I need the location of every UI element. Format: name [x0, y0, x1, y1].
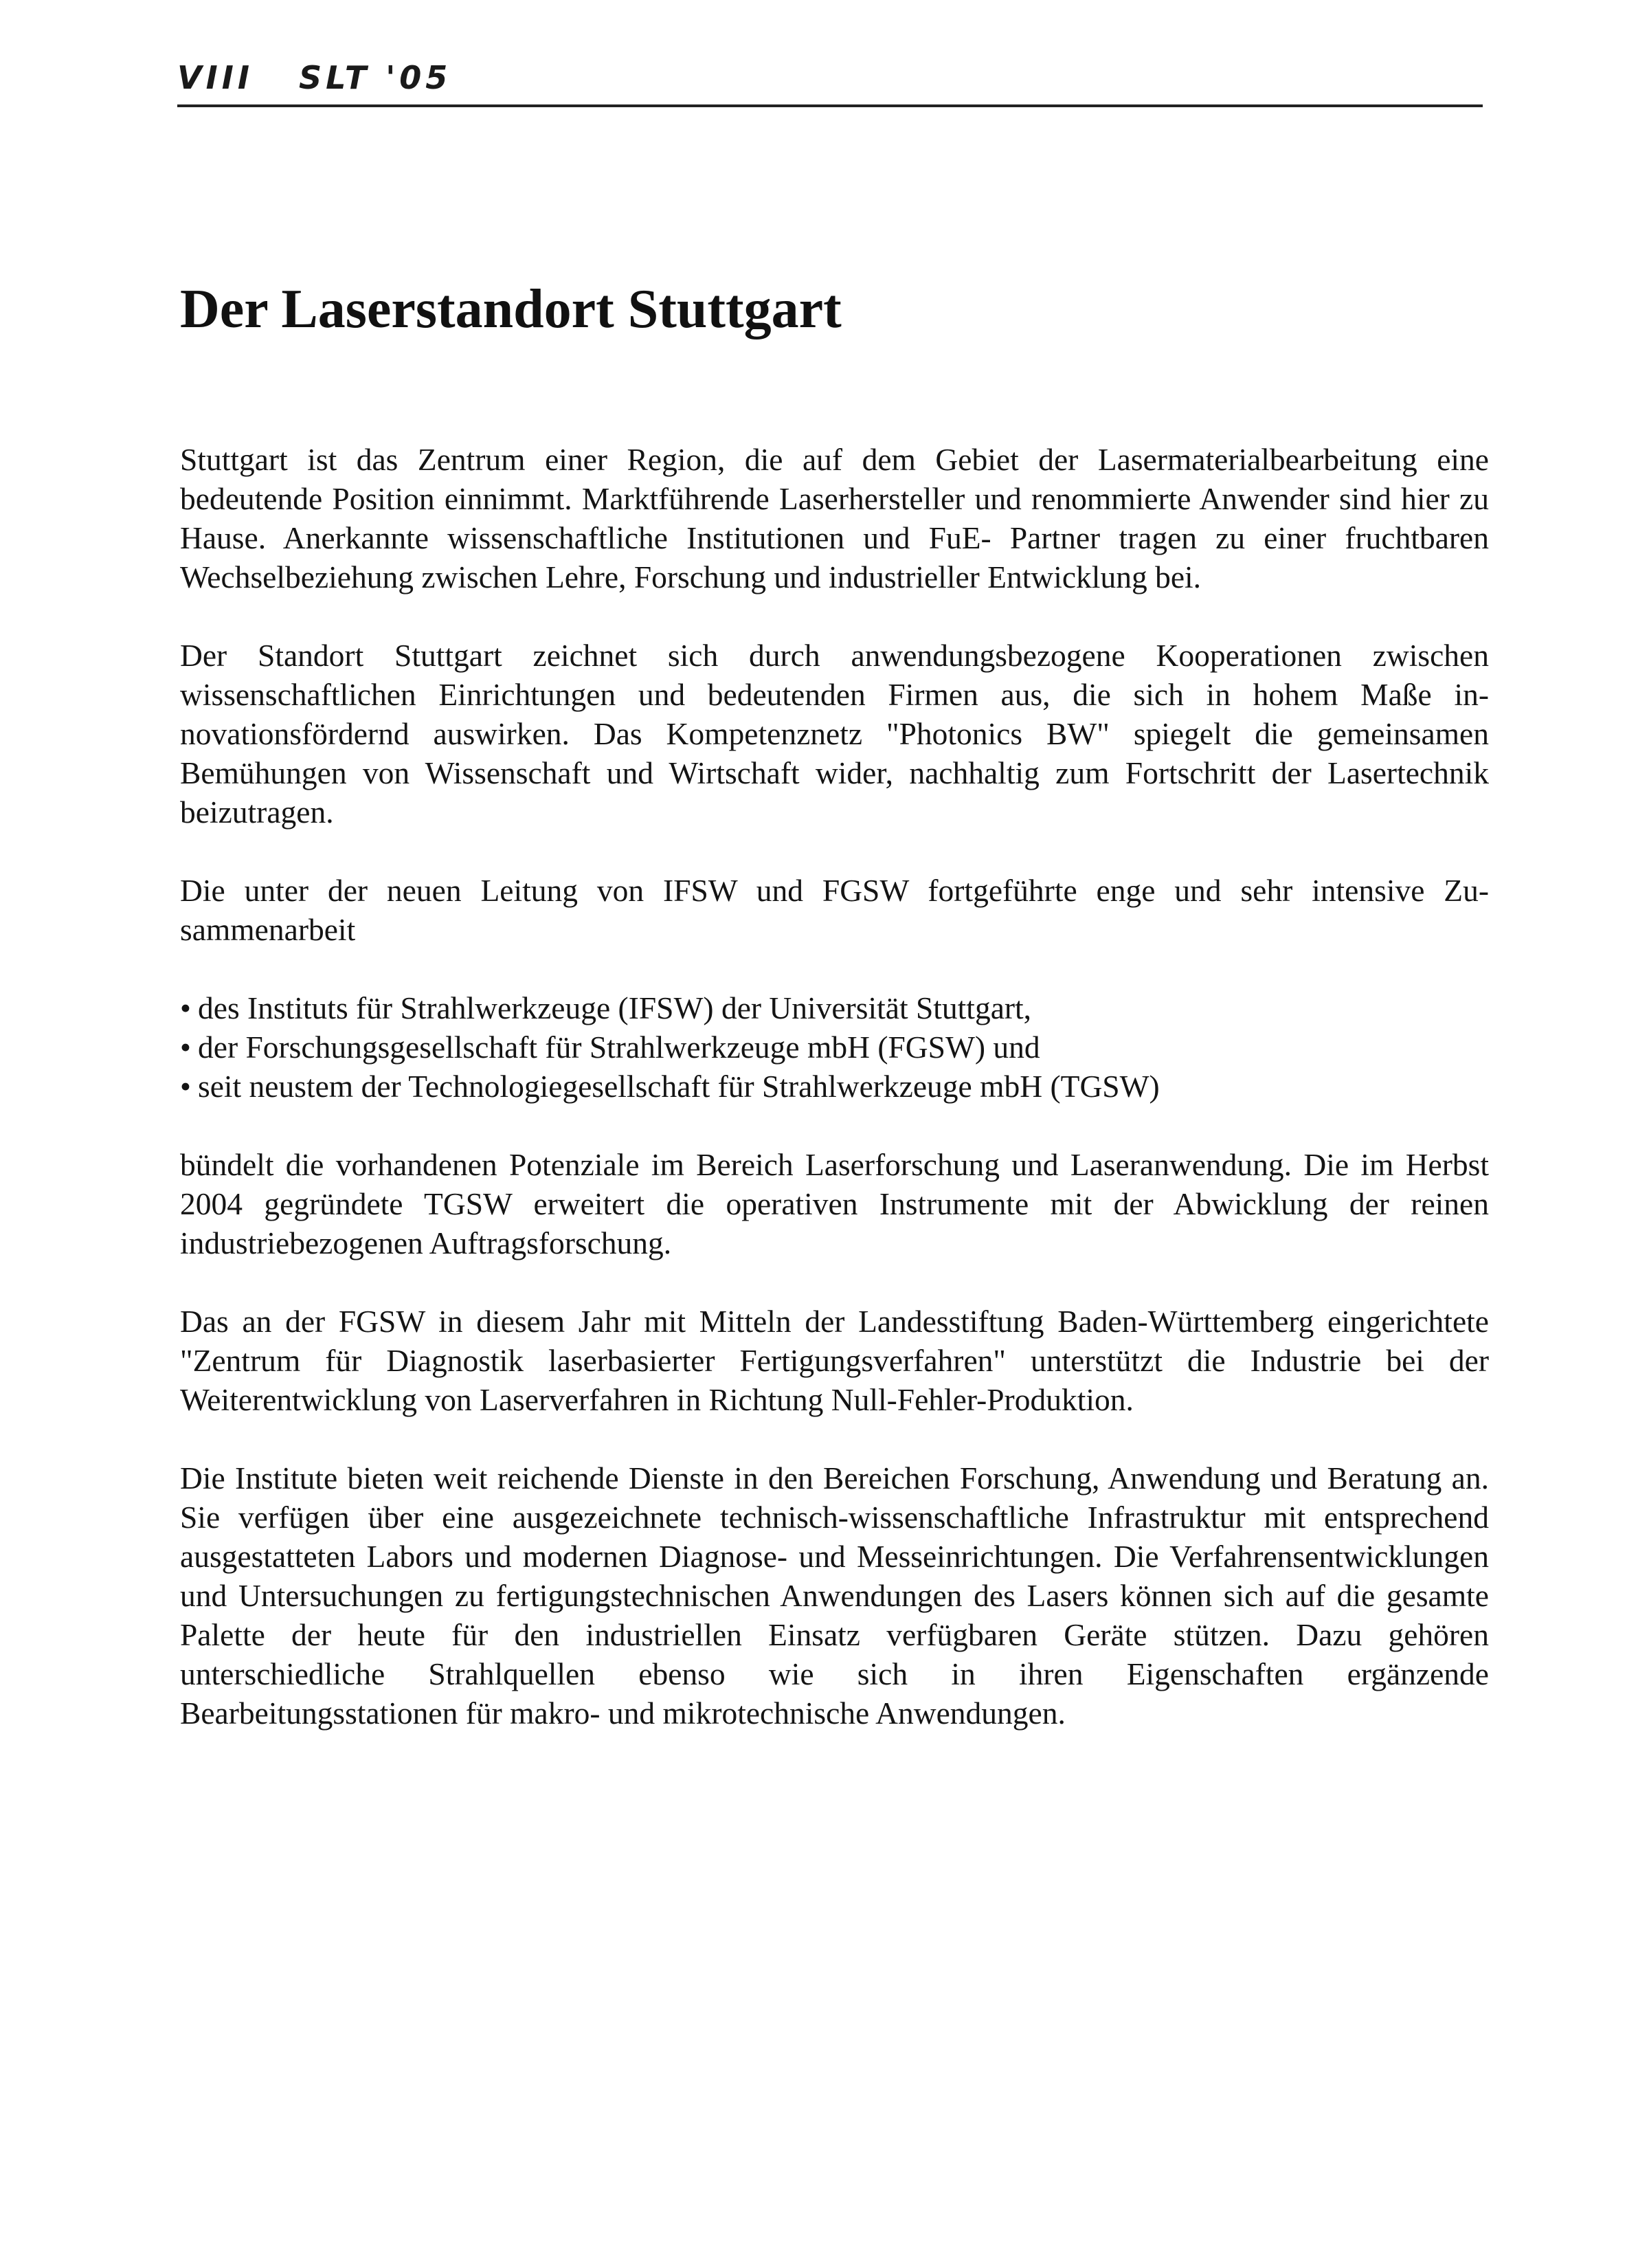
list-item: [180, 1067, 1489, 1106]
paragraph-collaboration-lead: Die unter der neuen Leitung von IFSW und FGSW fortgeführte enge und sehr intensive Zusammenarbeit: [180, 873, 1489, 947]
list-item-text: der Forschungsgesellschaft für Strahlwerkzeuge mbH (FGSW) und: [198, 1030, 1040, 1065]
paragraph-location: Der Standort Stuttgart zeichnet sich durch anwendungsbezogene Kooperationen zwischen wissenschaftlichen Einrichtungen und bedeutenden Firmen aus, die sich in hohem Maße innovationsfördernd auswirken. Das Kompetenznetz "Photonics BW" spiegelt die gemeinsamen Bemühungen von Wissenschaft und Wirtschaft wider, nachhaltig zum Fortschritt der Lasertechnik beizutragen.: [180, 638, 1489, 830]
running-head: [177, 54, 1483, 109]
list-item: [180, 988, 1489, 1027]
header-rule: [177, 104, 1483, 107]
list-item-text: seit neustem der Technologiegesellschaft für Strahlwerkzeuge mbH (TGSW): [198, 1069, 1160, 1104]
institution-list: [180, 988, 1489, 1106]
paragraph-potentials: bündelt die vorhandenen Potenziale im Bereich Laserforschung und Laseranwendung. Die im Herbst 2004 gegründete TGSW erweitert die operativen Instrumente mit der Abwicklung der reinen industriebezogenen Auftragsforschung.: [180, 1147, 1489, 1260]
paragraph-diagnostics-center: Das an der FGSW in diesem Jahr mit Mitteln der Landesstiftung Baden-Württemberg eingerichtete "Zentrum für Diagnostik laserbasierter Fertigungsverfahren" unterstützt die Industrie bei der Weiterentwicklung von Laserverfahren in Richtung Null-Fehler-Produktion.: [180, 1304, 1489, 1417]
bullet-icon: •: [180, 990, 191, 1025]
article-title: Der Laserstandort Stuttgart: [180, 279, 842, 340]
list-item-text: des Instituts für Strahlwerkzeuge (IFSW) der Universität Stuttgart,: [198, 990, 1032, 1025]
running-head-text: VIII SLT '05: [177, 59, 452, 96]
paragraph-services: Die Institute bieten weit reichende Dienste in den Bereichen Forschung, Anwendung und Beratung an. Sie verfügen über eine ausgezeichnete technisch-wissenschaftliche Infrastruktur mit entsprechend ausgestatteten Labors und modernen Diagnose- und Messeinrichtungen. Die Verfahrensentwicklungen und Untersuchungen zu fertigungstechnischen Anwendungen des Lasers können sich auf die gesamte Palette der heute für den industriellen Einsatz verfügbaren Geräte stützen. Dazu gehören unterschiedliche Strahlquellen ebenso wie sich in ihren Eigenschaften ergänzende Bearbeitungsstationen für makro- und mikrotechnische Anwendungen.: [180, 1460, 1489, 1731]
paragraph-intro: Stuttgart ist das Zentrum einer Region, die auf dem Gebiet der Lasermaterialbearbeitung eine bedeutende Position einnimmt. Marktführende Laserhersteller und renommierte Anwender sind hier zu Hause. Anerkannte wissenschaftliche Institutionen und FuE- Partner tragen zu einer fruchtbaren Wechselbeziehung zwischen Lehre, Forschung und industrieller Entwicklung bei.: [180, 442, 1489, 594]
list-item: [180, 1027, 1489, 1067]
bullet-icon: •: [180, 1030, 191, 1065]
article-body: [180, 440, 1489, 1772]
bullet-icon: •: [180, 1069, 191, 1104]
